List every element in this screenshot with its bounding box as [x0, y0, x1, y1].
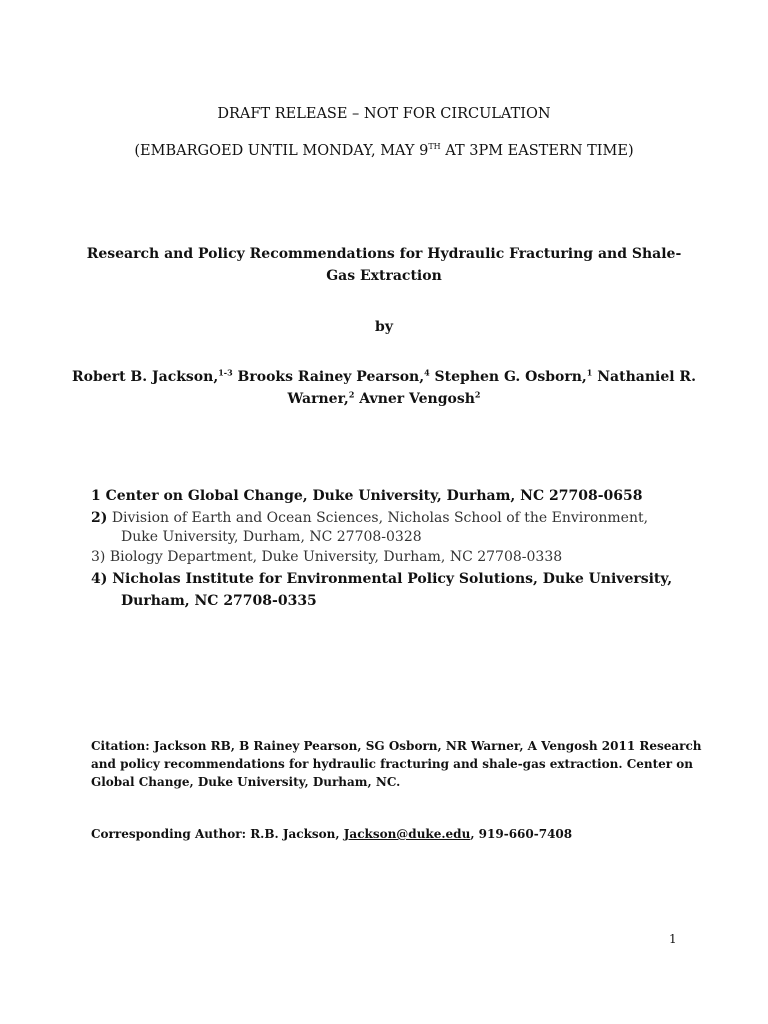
- affiliation-2-line-1: [91, 510, 648, 526]
- affiliation-4-line-2: Durham, NC 27708-0335: [121, 593, 317, 609]
- embargo-suffix: AT 3PM EASTERN TIME): [440, 143, 634, 159]
- embargo-notice: [0, 143, 768, 159]
- corresponding-phone: , 919-660-7408: [470, 827, 573, 841]
- affiliation-4-line-1: 4) Nicholas Institute for Environmental Policy Solutions, Duke University,: [91, 571, 673, 587]
- citation-line-3: Global Change, Duke University, Durham, NC.: [91, 775, 401, 789]
- page-number: 1: [669, 932, 677, 946]
- authors-line-2: [0, 388, 768, 410]
- affiliation-2-text: Division of Earth and Ocean Sciences, Nicholas School of the Environment,: [107, 510, 649, 526]
- author-jackson: Robert B. Jackson,: [72, 369, 219, 385]
- author-osborn-affil: 1: [586, 367, 593, 378]
- author-pearson: Brooks Rainey Pearson,: [232, 369, 425, 385]
- author-vengosh: Avner Vengosh: [354, 391, 475, 407]
- citation-line-1: Citation: Jackson RB, B Rainey Pearson, SG Osborn, NR Warner, A Vengosh 2011 Research: [91, 739, 702, 753]
- author-jackson-affil: 1-3: [218, 367, 233, 378]
- embargo-prefix: (EMBARGOED UNTIL MONDAY, MAY 9: [134, 143, 429, 159]
- by-label: by: [375, 319, 393, 335]
- corresponding-prefix: Corresponding Author: R.B. Jackson,: [91, 827, 344, 841]
- author-warner-affil: 2: [348, 389, 355, 400]
- author-pearson-affil: 4: [424, 367, 430, 378]
- author-osborn: Stephen G. Osborn,: [429, 369, 587, 385]
- embargo-sup: TH: [428, 142, 441, 152]
- title-line-1: Research and Policy Recommendations for Hydraulic Fracturing and Shale-: [86, 246, 682, 262]
- corresponding-author: [91, 826, 572, 843]
- author-vengosh-affil: 2: [474, 389, 481, 400]
- authors-line-1: [0, 366, 768, 388]
- author-email-link[interactable]: Jackson@duke.edu: [343, 827, 471, 841]
- title-line-2: Gas Extraction: [326, 268, 442, 284]
- draft-notice: DRAFT RELEASE – NOT FOR CIRCULATION: [217, 106, 551, 122]
- affiliation-1: 1 Center on Global Change, Duke University, Durham, NC 27708-0658: [91, 488, 643, 504]
- affiliation-2-line-2: Duke University, Durham, NC 27708-0328: [121, 529, 422, 545]
- author-warner-last: Warner,: [287, 391, 349, 407]
- affiliation-2-number: 2): [91, 510, 108, 526]
- affiliation-3: 3) Biology Department, Duke University, Durham, NC 27708-0338: [91, 549, 563, 565]
- author-warner-first: Nathaniel R.: [592, 369, 696, 385]
- citation-line-2: and policy recommendations for hydraulic fracturing and shale-gas extraction. Center on: [91, 757, 694, 771]
